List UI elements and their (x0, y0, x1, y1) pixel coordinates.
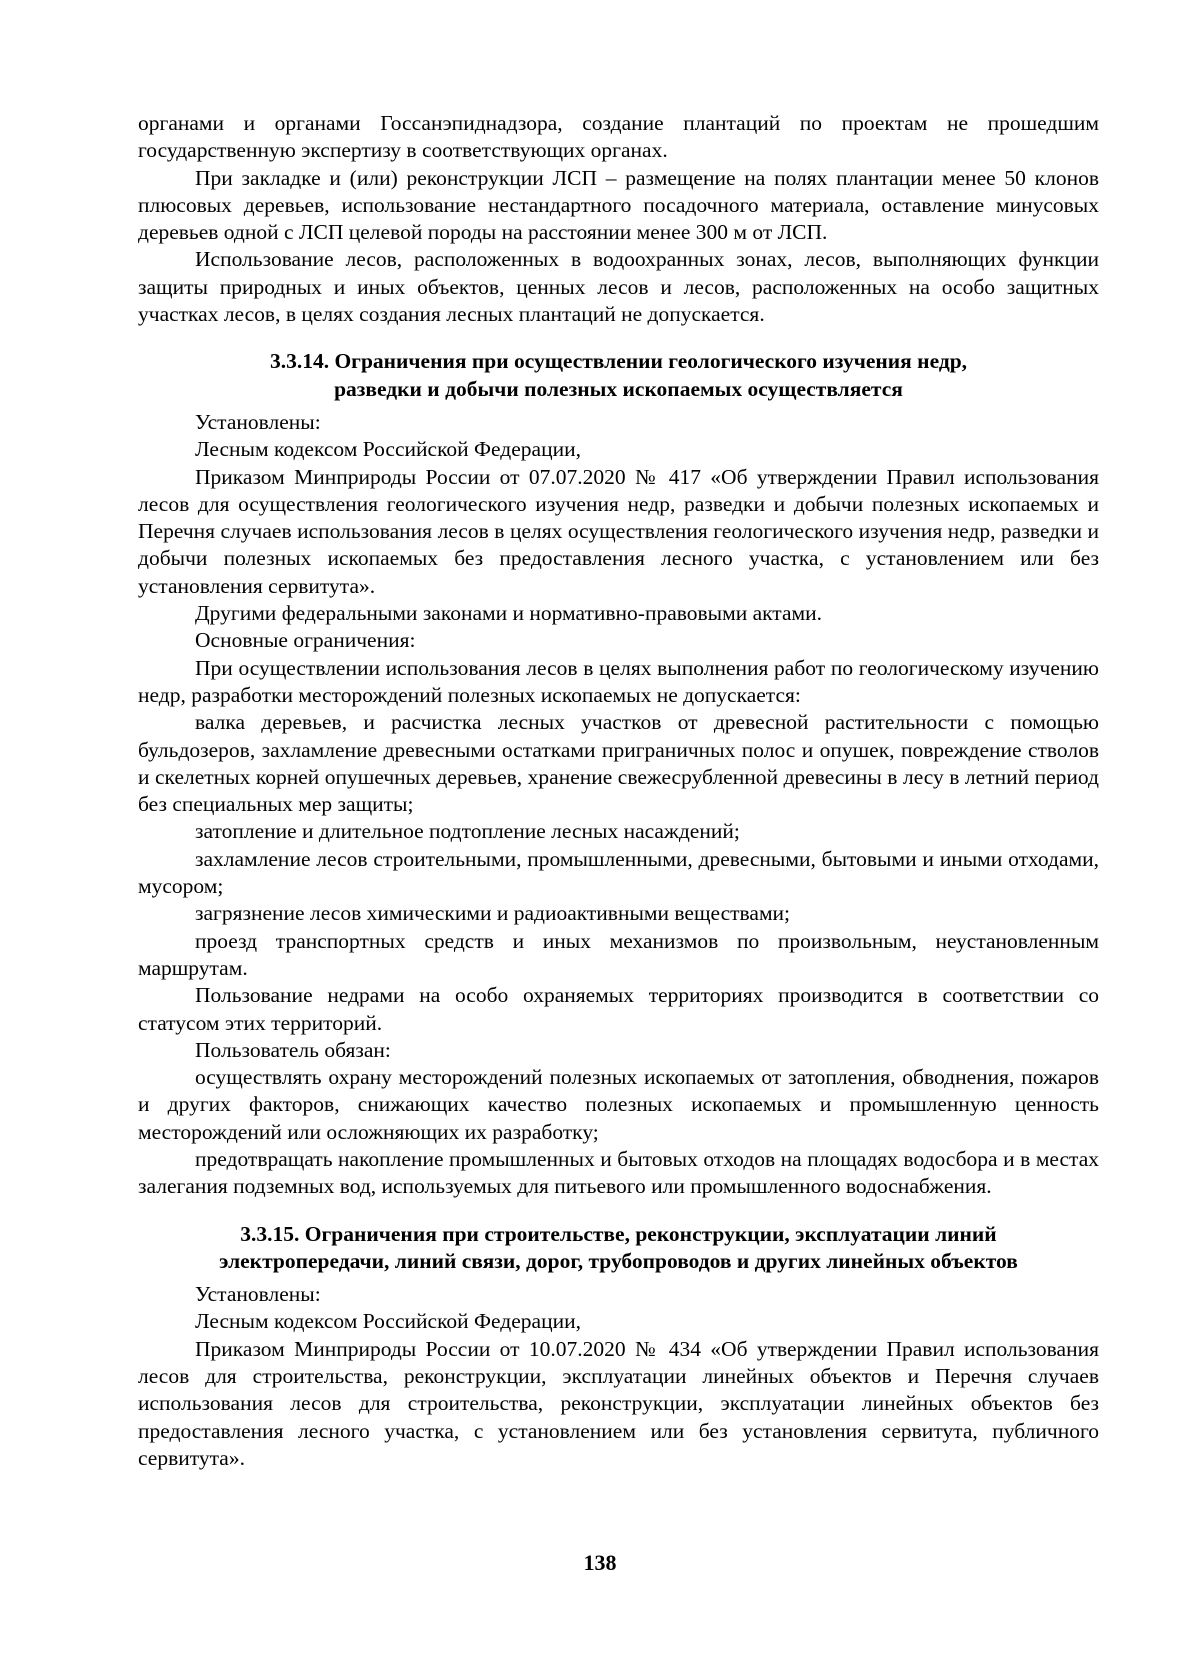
section-14-other-laws: Другими федеральными законами и нормативно-правовыми актами. (195, 601, 822, 626)
section-15-order: Приказом Минприроды России от 10.07.2020 № 434 «Об утверждении Правил использования лесов для строительства, реконструкции, эксплуатации линейных объектов и Перечня случаев использования лесов для строительства, реконструкции, эксплуатации линейных объектов без предоставления лесного участка, с установлением или без установления сервитута, публичного сервитута». (138, 1336, 1099, 1470)
section-14-heading-line-1: 3.3.14. Ограничения при осуществлении геологического изучения недр, (269, 349, 968, 374)
section-14-duty-1: осуществлять охрану месторождений полезных ископаемых от затопления, обводнения, пожаров и других факторов, снижающих качество полезных ископаемых и промышленную ценность месторождений или осложняющих их разработку; (138, 1065, 1099, 1144)
page-content (138, 110, 1099, 1472)
section-15-established: Установлены: (195, 1282, 321, 1307)
intro-paragraph-1: органами и органами Госсанэпиднадзора, создание плантаций по проектам не прошедшим государственную экспертизу в соответствующих органах. (138, 111, 1099, 163)
section-15-forest-code: Лесным кодексом Российской Федерации, (195, 1309, 581, 1334)
section-14-established: Установлены: (195, 409, 321, 434)
section-14-protected-territories: Пользование недрами на особо охраняемых территориях производится в соответствии со статусом этих территорий. (138, 983, 1099, 1035)
section-15-heading (138, 1221, 1099, 1276)
section-14-heading (138, 348, 1099, 403)
section-14-restriction-item-4: загрязнение лесов химическими и радиоактивными веществами; (195, 901, 791, 926)
section-14-restriction-item-5: проезд транспортных средств и иных механизмов по произвольным, неустановленным маршрутам. (138, 928, 1099, 980)
section-14-order: Приказом Минприроды России от 07.07.2020 № 417 «Об утверждении Правил использования лесов для осуществления геологического изучения недр, разведки и добычи полезных ископаемых и Перечня случаев использования лесов в целях осуществления геологического изучения недр, разведки и добычи полезных ископаемых без предоставления лесного участка, с установлением или без установления сервитута». (138, 464, 1099, 598)
section-14-forest-code: Лесным кодексом Российской Федерации, (195, 437, 581, 462)
section-14-user-must: Пользователь обязан: (195, 1037, 391, 1062)
intro-paragraph-2: При закладке и (или) реконструкции ЛСП – размещение на полях плантации менее 50 клонов плюсовых деревьев, использование нестандартного посадочного материала, оставление минусовых деревьев одной с ЛСП целевой породы на расстоянии менее 300 м от ЛСП. (138, 165, 1099, 245)
section-14-not-allowed: При осуществлении использования лесов в целях выполнения работ по геологическому изучению недр, разработки месторождений полезных ископаемых не допускается: (138, 655, 1099, 707)
intro-paragraph-3: Использование лесов, расположенных в водоохранных зонах, лесов, выполняющих функции защиты природных и иных объектов, ценных лесов и лесов, расположенных на особо защитных участках лесов, в целях создания лесных плантаций не допускается. (138, 247, 1099, 327)
page-number: 138 (583, 1550, 617, 1575)
section-14-restriction-item-1: валка деревьев, и расчистка лесных участков от древесной растительности с помощью бульдозеров, захламление древесными остатками приграничных полос и опушек, повреждение стволов и скелетных корней опушечных деревьев, хранение свежесрубленной древесины в лесу в летний период без специальных мер защиты; (138, 710, 1099, 817)
section-15-heading-line-1: 3.3.15. Ограничения при строительстве, реконструкции, эксплуатации линий (240, 1221, 997, 1246)
section-14-heading-line-2: разведки и добычи полезных ископаемых осуществляется (334, 376, 903, 401)
section-14-main-restrictions: Основные ограничения: (195, 628, 416, 653)
section-14-duty-2: предотвращать накопление промышленных и бытовых отходов на площадях водосбора и в местах залегания подземных вод, используемых для питьевого или промышленного водоснабжения. (138, 1146, 1099, 1199)
section-14-restriction-item-3: захламление лесов строительными, промышленными, древесными, бытовыми и иными отходами, мусором; (138, 846, 1099, 899)
section-15-heading-line-2: электропередачи, линий связи, дорог, трубопроводов и других линейных объектов (219, 1248, 1018, 1273)
section-14-restriction-item-2: затопление и длительное подтопление лесных насаждений; (195, 819, 740, 844)
